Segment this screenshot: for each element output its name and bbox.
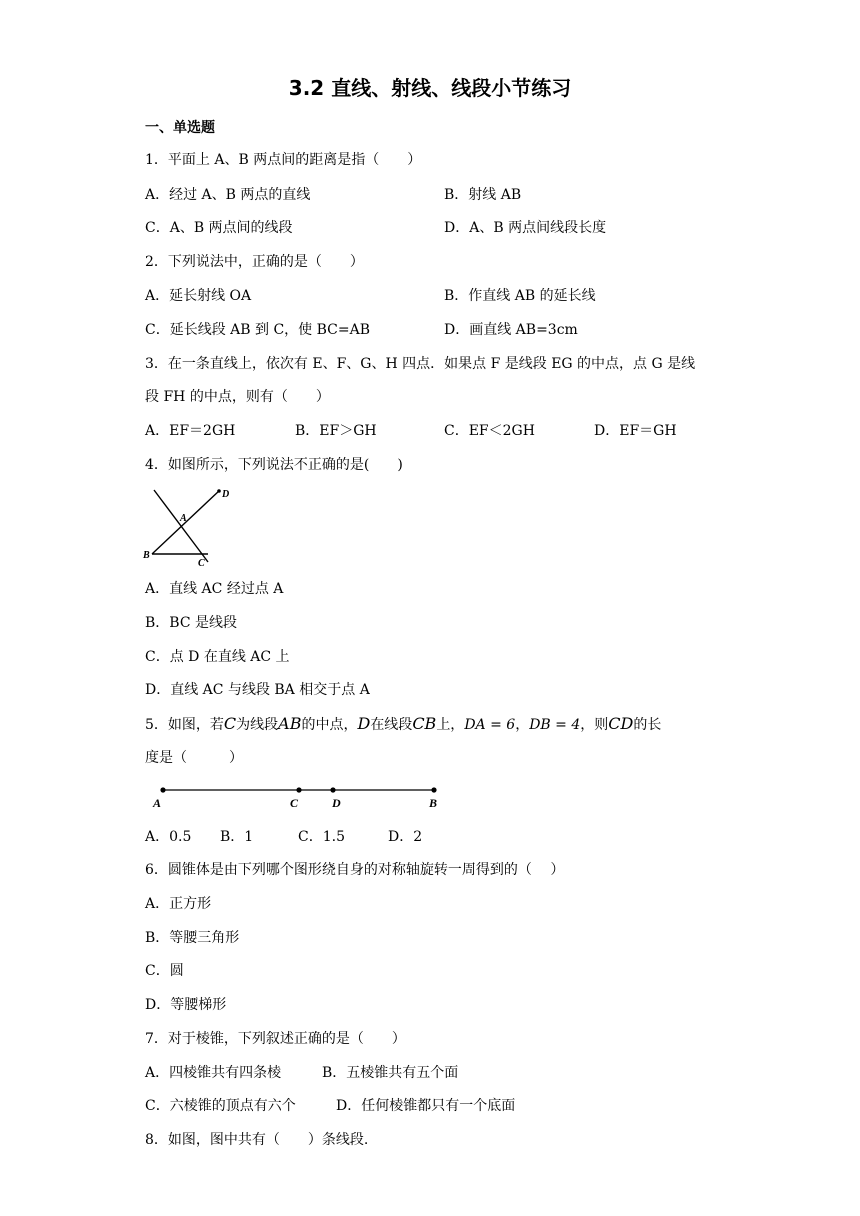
q5-db-value: DB = 4 bbox=[529, 717, 581, 733]
q5-mid2: 的中点， bbox=[301, 717, 358, 733]
question-7-option-b: B．五棱锥共有五个面 bbox=[322, 1065, 459, 1081]
q5-mid5: ，则 bbox=[580, 717, 609, 733]
question-5-stem-line2: 度是（ ） bbox=[145, 750, 243, 766]
q5-mid1: 为线段 bbox=[236, 717, 279, 733]
point-d-dot bbox=[217, 489, 221, 493]
label-b: B bbox=[143, 550, 150, 561]
question-1-stem: 1．平面上 A、B 两点间的距离是指（ ） bbox=[145, 152, 422, 168]
q5-point-c: C bbox=[223, 714, 237, 733]
question-1-option-c: C．A、B 两点间的线段 bbox=[145, 220, 293, 236]
question-4-option-b: B．BC 是线段 bbox=[145, 615, 237, 631]
question-5-stem-line1 bbox=[145, 716, 661, 732]
label-a: A bbox=[153, 796, 162, 810]
question-4-stem: 4．如图所示，下列说法不正确的是( ) bbox=[145, 457, 403, 473]
page-title: 3.2 直线、射线、线段小节练习 bbox=[288, 76, 572, 100]
q5-segment-cd: CD bbox=[608, 714, 634, 733]
question-7-option-c: C．六棱锥的顶点有六个 bbox=[145, 1098, 296, 1114]
q5-da-value: DA = 6 bbox=[464, 717, 516, 733]
label-c: C bbox=[198, 558, 205, 569]
question-5-option-b: B．1 bbox=[220, 829, 254, 845]
q5-prefix: 5．如图，若 bbox=[145, 717, 224, 733]
question-2-option-d: D．画直线 AB=3cm bbox=[444, 322, 578, 338]
question-2-stem: 2．下列说法中，正确的是（ ） bbox=[145, 254, 364, 270]
question-1-option-d: D．A、B 两点间线段长度 bbox=[444, 220, 607, 236]
question-5-option-a: A．0.5 bbox=[145, 829, 192, 845]
question-2-option-b: B．作直线 AB 的延长线 bbox=[444, 288, 596, 304]
question-3-stem-line1: 3．在一条直线上，依次有 E、F、G、H 四点．如果点 F 是线段 EG 的中点，点 G 是线 bbox=[145, 356, 696, 372]
question-6-option-b: B．等腰三角形 bbox=[145, 930, 240, 946]
question-1-option-a: A．经过 A、B 两点的直线 bbox=[145, 187, 311, 203]
question-6-option-c: C．圆 bbox=[145, 963, 184, 979]
question-3-stem-line2: 段 FH 的中点，则有（ ） bbox=[145, 389, 330, 405]
question-3-option-b: B．EF＞GH bbox=[295, 423, 377, 439]
point-d-dot bbox=[330, 787, 335, 792]
question-4-figure bbox=[140, 484, 240, 570]
question-5-figure bbox=[148, 780, 448, 812]
point-c-dot bbox=[296, 787, 301, 792]
question-3-option-d: D．EF＝GH bbox=[594, 423, 677, 439]
q5-end: 的长 bbox=[633, 717, 662, 733]
question-7-stem: 7．对于棱锥，下列叙述正确的是（ ） bbox=[145, 1031, 406, 1047]
point-b-dot bbox=[431, 787, 436, 792]
question-3-option-a: A．EF＝2GH bbox=[145, 423, 236, 439]
q5-point-d: D bbox=[357, 714, 371, 733]
q5-comma: ， bbox=[515, 717, 530, 733]
q5-segment-ab: AB bbox=[278, 714, 302, 733]
label-d: D bbox=[222, 489, 230, 500]
question-4-option-a: A．直线 AC 经过点 A bbox=[145, 581, 284, 597]
question-2-option-c: C．延长线段 AB 到 C，使 BC=AB bbox=[145, 322, 371, 338]
label-c: C bbox=[290, 796, 299, 810]
label-b: B bbox=[429, 796, 438, 810]
question-6-option-d: D．等腰梯形 bbox=[145, 997, 227, 1013]
question-5-option-d: D．2 bbox=[388, 829, 423, 845]
question-6-option-a: A．正方形 bbox=[145, 896, 212, 912]
question-4-option-c: C．点 D 在直线 AC 上 bbox=[145, 649, 290, 665]
label-a: A bbox=[180, 513, 187, 524]
question-7-option-a: A．四棱锥共有四条棱 bbox=[145, 1065, 282, 1081]
question-4-option-d: D．直线 AC 与线段 BA 相交于点 A bbox=[145, 682, 370, 698]
q5-mid3: 在线段 bbox=[370, 717, 413, 733]
question-7-option-d: D．任何棱锥都只有一个底面 bbox=[336, 1098, 516, 1114]
question-5-option-c: C．1.5 bbox=[298, 829, 345, 845]
q5-segment-cb: CB bbox=[412, 714, 437, 733]
question-3-option-c: C．EF＜2GH bbox=[444, 423, 535, 439]
question-2-option-a: A．延长射线 OA bbox=[145, 288, 252, 304]
question-1-option-b: B．射线 AB bbox=[444, 187, 522, 203]
label-d: D bbox=[332, 796, 341, 810]
question-6-stem: 6．圆锥体是由下列哪个图形绕自身的对称轴旋转一周得到的（ ） bbox=[145, 862, 565, 878]
question-8-stem: 8．如图，图中共有（ ）条线段. bbox=[145, 1132, 369, 1148]
point-a-dot bbox=[160, 787, 165, 792]
q5-mid4: 上， bbox=[436, 717, 465, 733]
section-heading: 一、单选题 bbox=[145, 120, 215, 136]
